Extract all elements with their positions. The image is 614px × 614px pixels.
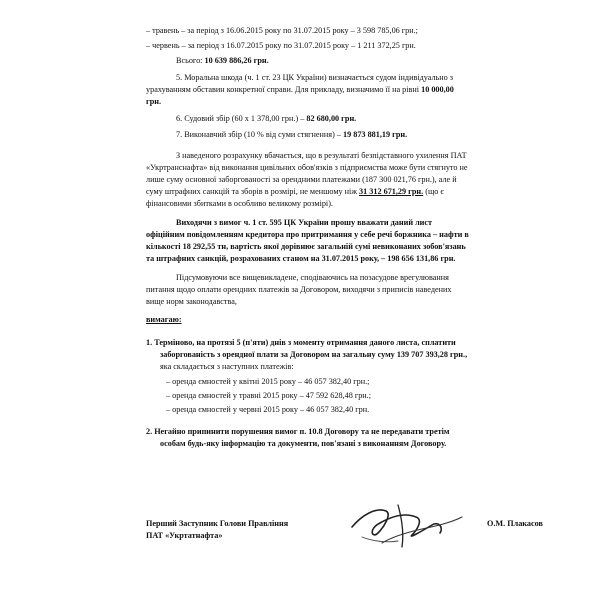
demand2-line1: 2. Негайно припинити порушення вимог п. 10.8 Договору та не передавати третім — [146, 427, 450, 436]
summary-line1: Підсумовуючи все вищевикладене, сподіваючись на позасудове врегулювання — [176, 273, 449, 282]
para7: 7. Виконавчий збір (10 % від суми стягнення) – 19 873 881,19 грн. — [176, 130, 408, 139]
signatory-company: ПАТ «Укртатнафта» — [146, 531, 223, 540]
line-may: – травень – за період з 16.06.2015 року по 31.07.2015 року – 3 598 785,06 грн.; — [146, 26, 418, 35]
payment-april: – оренда ємностей у квітні 2015 року – 46 057 382,40 грн.; — [166, 377, 370, 386]
notice-line1: Виходячи з вимог ч. 1 ст. 595 ЦК України прошу вважати даний лист — [176, 218, 433, 227]
conclusion-line4: суму штрафних санкцій та зборів в розмірі, не меншому ніж 31 312 671,29 грн. (що є — [146, 187, 444, 196]
para5-line3: грн. — [146, 97, 162, 106]
summary-line3: вище норм законодавства, — [146, 297, 237, 306]
para5-line2: урахуванням обставин конкретної справи. Для прикладу, визначимо її на рівні 10 000,00 — [146, 85, 454, 94]
signatory-name: О.М. Плакасов — [487, 519, 543, 528]
total-line — [176, 56, 269, 66]
notice-line3: кількості 18 292,55 тн, вартість якої дорівнює загальній сумі невиконаних зобов'язань — [146, 242, 466, 251]
summary-line2: питання щодо оплати орендних платежів за Договором, виходячи з приписів наведених — [146, 285, 452, 294]
demand1-line2: заборгованість з орендної плати за Договором на загальну суму 139 707 393,28 грн., — [160, 350, 468, 359]
notice-line4: та штрафних санкцій, розрахованих станом на 31.07.2015 року, – 198 656 131,86 грн. — [146, 254, 456, 263]
demand2-line2: особам будь-яку інформацію та документи, пов'язані з виконанням Договору. — [160, 439, 447, 448]
handwritten-signature — [332, 493, 472, 553]
notice-line2: офіційним повідомленням кредитора про притримання у себе речі боржника – нафти в — [146, 230, 469, 239]
conclusion-line1: З наведеного розрахунку вбачається, що в результаті безпідставного ухилення ПАТ — [176, 151, 467, 160]
demand1-line3: яка складається з наступних платежів: — [160, 362, 294, 371]
line-june: – червень – за період з 16.07.2015 року по 31.07.2015 року – 1 211 372,25 грн. — [146, 41, 416, 50]
payment-june: – оренда ємностей у червні 2015 року – 46 057 382,40 грн. — [166, 405, 370, 414]
demand-heading: вимагаю: — [146, 315, 182, 324]
signatory-title: Перший Заступник Голови Правління — [146, 519, 289, 528]
total-value: 10 639 886,26 грн. — [204, 56, 269, 65]
payment-may: – оренда ємностей у травні 2015 року – 47 592 628,48 грн.; — [166, 391, 371, 400]
conclusion-line2: «Укртранснафта» від виконання цивільних обов'язків з підприємства може бути стягнуто не — [146, 163, 468, 172]
para6: 6. Судовий збір (60 х 1 378,00 грн.) – 82 680,00 грн. — [176, 114, 357, 123]
para5-line1: 5. Моральна шкода (ч. 1 ст. 23 ЦК України) визначається судом індивідуально з — [176, 73, 454, 82]
conclusion-line3: лише суму основної заборгованості за орендними платежами (187 300 021,76 грн.), але й — [146, 175, 457, 184]
conclusion-line5: фінансовими збитками в особливо великому розмірі). — [146, 199, 333, 208]
demand1-line1: 1. Терміново, на протязі 5 (п'яти) днів з моменту отримання даного листа, сплатити — [146, 338, 456, 347]
total-label: Всього: — [176, 56, 205, 65]
